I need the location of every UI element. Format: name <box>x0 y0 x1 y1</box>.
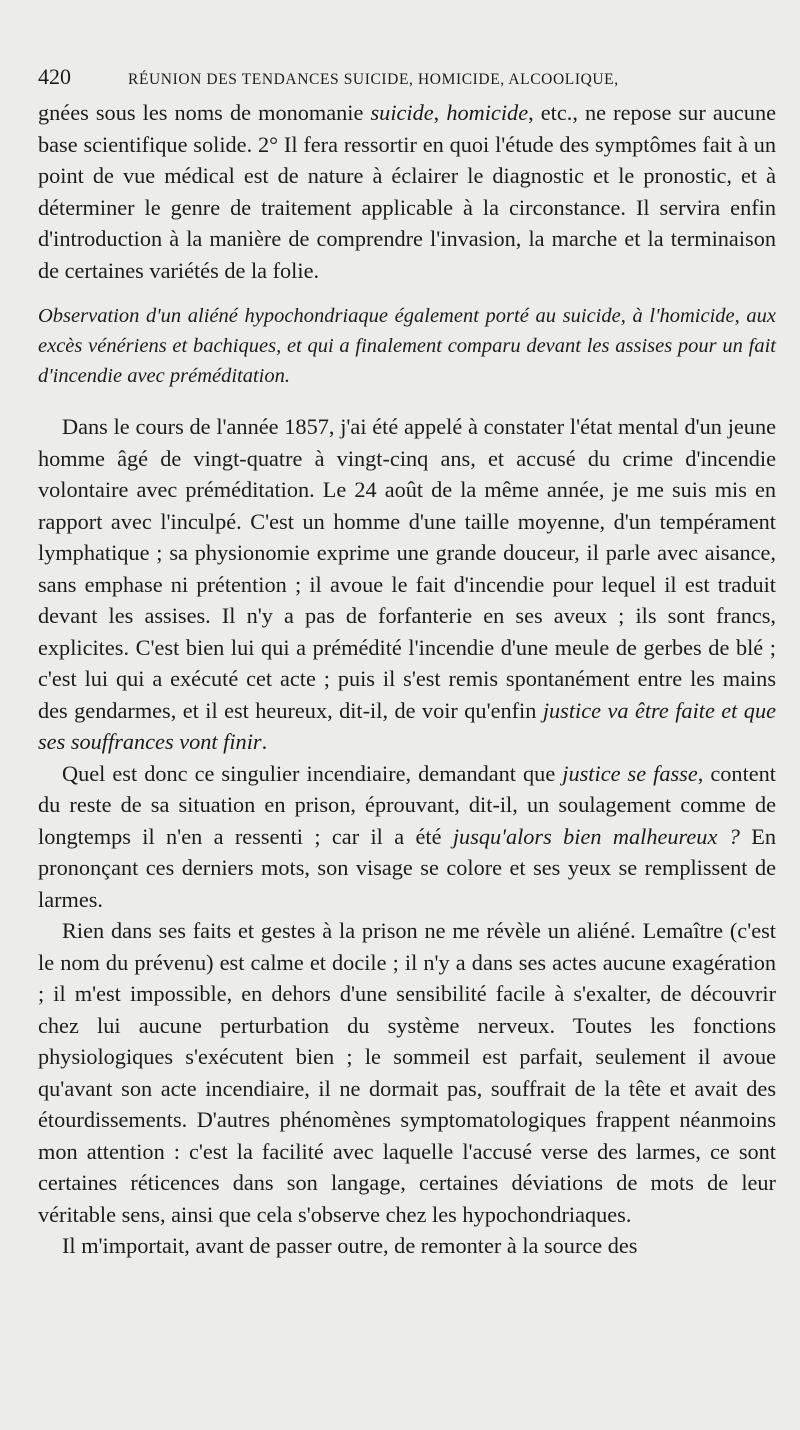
para1-end: . <box>261 729 268 754</box>
page-body <box>38 97 776 1262</box>
running-head: RÉUNION DES TENDANCES SUICIDE, HOMICIDE, ALCOOLIQUE, <box>128 71 619 88</box>
intro-text-3: , etc., ne repose sur aucune base scientifique solide. 2° Il fera ressortir en quoi l'étude des symptômes fait à un point de vue médical est de nature à éclairer le diagnostic et le pronostic, et à déterminer le genre de traitement applicable à la circonstance. Il servira enfin d'introduction à la manière de comprendre l'invasion, la marche et la terminaison de certaines variétés de la folie. <box>38 100 776 283</box>
paragraph-4: Il m'importait, avant de passer outre, de remonter à la source des <box>62 1233 638 1258</box>
intro-text-1: gnées sous les noms de monomanie <box>38 100 371 125</box>
page-header <box>38 64 780 90</box>
intro-italic-suicide: suicide <box>370 100 434 125</box>
intro-text-2: , <box>433 100 447 125</box>
para2-italic-1: justice se fasse <box>562 760 698 786</box>
intro-paragraph <box>38 97 776 286</box>
para2-italic-2: jusqu'alors bien malheureux ? <box>452 823 740 849</box>
page-number: 420 <box>38 64 71 89</box>
paragraph-2 <box>38 758 776 916</box>
observation-title: Observation d'un aliéné hypochondriaque également porté au suicide, à l'homicide, aux excès vénériens et bachiques, et qui a finalement comparu devant les assises pour un fait d'incendie avec préméditation. <box>38 305 776 387</box>
para1-italic: justice va être faite et que ses souffrances vont finir <box>38 697 776 754</box>
para1-text: Dans le cours de l'année 1857, j'ai été appelé à constater l'état mental d'un jeune homme âgé de vingt-quatre à vingt-cinq ans, et accusé du crime d'incendie volontaire avec préméditation. Le 24 août de la même année, je me suis mis en rapport avec l'inculpé. C'est un homme d'une taille moyenne, d'un tempérament lymphatique ; sa physionomie exprime une grande douceur, il parle avec aisance, sans emphase ni prétention ; il avoue le fait d'incendie pour lequel il est traduit devant les assises. Il n'y a pas de forfanterie en ses aveux ; ils sont francs, explicites. C'est bien lui qui a prémédité l'incendie d'une meule de gerbes de blé ; c'est lui qui a exécuté cet acte ; puis il s'est remis spontanément entre les mains des gendarmes, et il est heureux, dit-il, de voir qu'enfin <box>38 414 776 723</box>
para2-text-2: , content du reste de sa situation en prison, éprouvant, dit-il, un soulagement comme de longtemps il n'en a ressenti ; car il a été <box>38 760 776 849</box>
intro-italic-homicide: homicide <box>446 100 529 125</box>
para2-text-3: En prononçant ces derniers mots, son visage se colore et ses yeux se remplissent de larmes. <box>38 823 776 912</box>
paragraph-3: Rien dans ses faits et gestes à la prison ne me révèle un aliéné. Lemaître (c'est le nom du prévenu) est calme et docile ; il n'y a dans ses actes aucune exagération ; il m'est impossible, en dehors d'une sensibilité facile à s'exalter, de découvrir chez lui aucune perturbation du système nerveux. Toutes les fonctions physiologiques s'exécutent bien ; le sommeil est parfait, seulement il avoue qu'avant son acte incendiaire, il ne dormait pas, souffrait de la tête et avait des étourdissements. D'autres phénomènes symptomatologiques frappent néanmoins mon attention : c'est la facilité avec laquelle l'accusé verse des larmes, ce sont certaines réticences dans son langage, certaines déviations de mots de leur véritable sens, ainsi que cela s'observe chez les hypochondriaques. <box>38 918 776 1227</box>
para2-text-1: Quel est donc ce singulier incendiaire, demandant que <box>62 760 563 786</box>
paragraph-1 <box>38 411 776 758</box>
